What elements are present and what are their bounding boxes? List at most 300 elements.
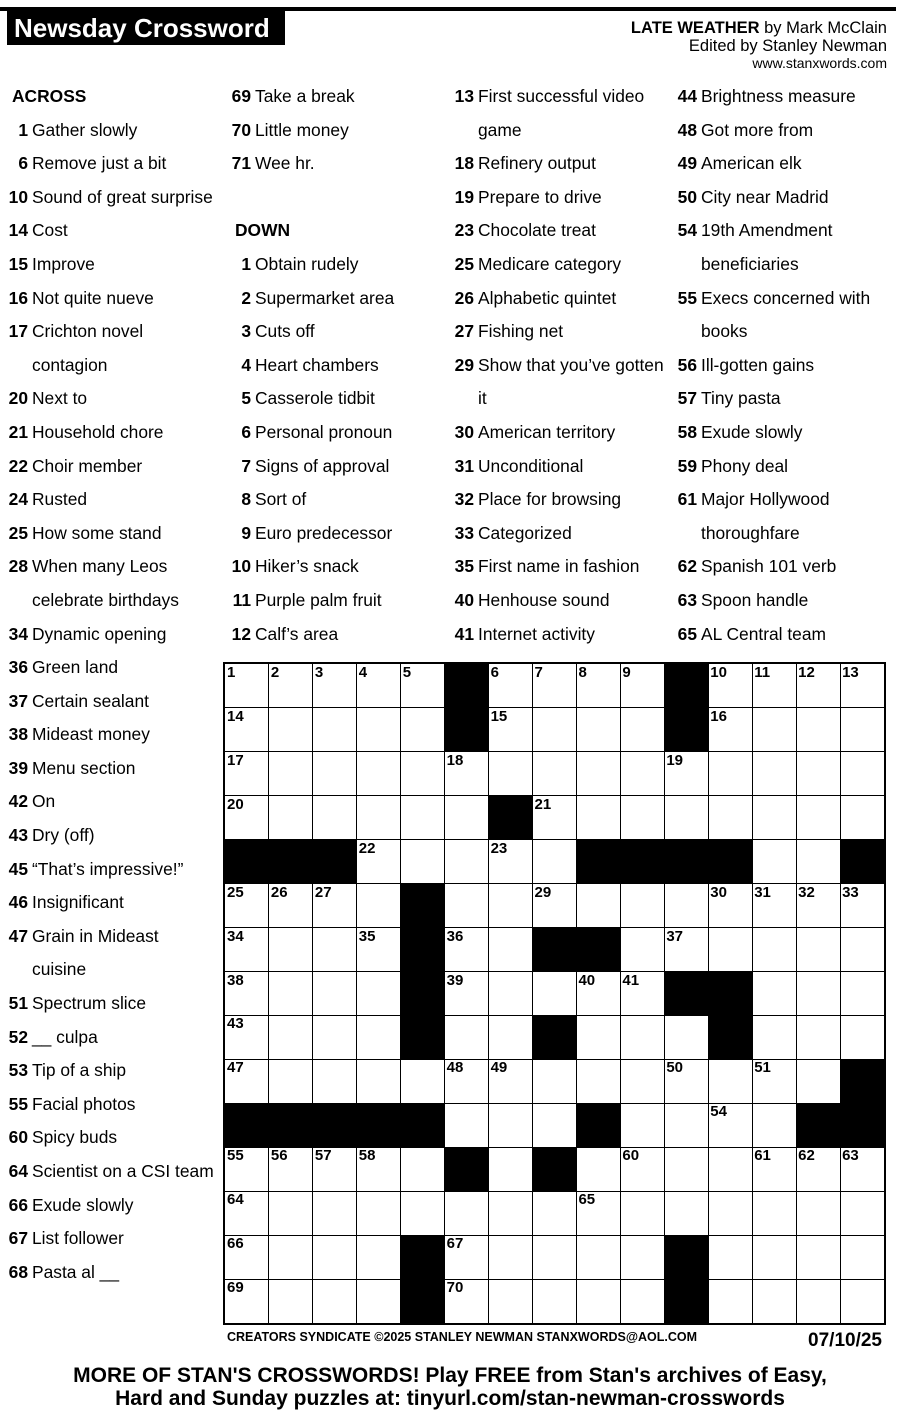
- grid-cell[interactable]: [269, 796, 313, 840]
- clue-number: 67: [8, 1228, 28, 1249]
- cell-number: 57: [314, 1147, 332, 1165]
- grid-cell[interactable]: [840, 928, 884, 972]
- grid-cell[interactable]: [533, 1059, 577, 1103]
- grid-cell[interactable]: [313, 708, 357, 752]
- clue-col3-27: [452, 315, 667, 349]
- grid-cell[interactable]: [576, 1235, 620, 1279]
- grid-cell[interactable]: [357, 796, 401, 840]
- grid-cell[interactable]: [313, 928, 357, 972]
- grid-cell[interactable]: [401, 708, 445, 752]
- grid-block: [401, 1235, 445, 1279]
- clue-number: 63: [677, 589, 697, 610]
- clue-number: 28: [8, 556, 28, 577]
- grid-cell[interactable]: [620, 796, 664, 840]
- clue-col3-26: [452, 282, 667, 316]
- grid-cell[interactable]: [708, 1147, 752, 1191]
- clue-col1-20: [6, 382, 221, 416]
- clue-col2_down-1: [229, 248, 444, 282]
- cell-number: 23: [490, 839, 508, 857]
- grid-cell[interactable]: [620, 884, 664, 928]
- clue-text: Cost: [32, 220, 68, 241]
- clue-text: Show that you’ve gotten it: [478, 354, 664, 409]
- grid-cell[interactable]: [708, 928, 752, 972]
- clue-number: 51: [8, 993, 28, 1014]
- grid-cell[interactable]: [401, 1147, 445, 1191]
- grid-cell[interactable]: [840, 1235, 884, 1279]
- grid-cell[interactable]: [752, 972, 796, 1016]
- grid-cell[interactable]: [708, 664, 752, 708]
- grid-block: [269, 1103, 313, 1147]
- grid-cell[interactable]: [357, 664, 401, 708]
- grid-cell[interactable]: [357, 972, 401, 1016]
- grid-cell[interactable]: [576, 708, 620, 752]
- clue-col1-51: [6, 987, 221, 1021]
- clue-col3-33: [452, 517, 667, 551]
- promo-line-2[interactable]: Hard and Sunday puzzles at: tinyurl.com/stan-newman-crosswords: [115, 1387, 785, 1410]
- cell-number: 21: [534, 795, 552, 813]
- cell-number: 26: [270, 883, 288, 901]
- clue-text: AL Central team: [701, 623, 827, 644]
- grid-cell[interactable]: [225, 1191, 269, 1235]
- grid-cell[interactable]: [225, 1147, 269, 1191]
- clue-number: 13: [454, 86, 474, 106]
- grid-cell[interactable]: [357, 1279, 401, 1323]
- grid-cell[interactable]: [313, 752, 357, 796]
- grid-cell[interactable]: [576, 1147, 620, 1191]
- cell-number: 47: [227, 1059, 244, 1077]
- grid-cell[interactable]: [357, 884, 401, 928]
- grid-block: [840, 1103, 884, 1147]
- clue-number: 36: [8, 657, 28, 678]
- clue-text: Ill-gotten gains: [701, 354, 815, 375]
- clue-col1-43: [6, 819, 221, 853]
- grid-cell[interactable]: [796, 1059, 840, 1103]
- grid-cell[interactable]: [576, 884, 620, 928]
- grid-block: [401, 1103, 445, 1147]
- grid-cell[interactable]: [313, 884, 357, 928]
- grid-cell[interactable]: [313, 1059, 357, 1103]
- clue-text: Henhouse sound: [478, 589, 610, 610]
- grid-cell[interactable]: [401, 752, 445, 796]
- clue-text: Obtain rudely: [255, 253, 359, 274]
- clue-text: Categorized: [478, 522, 572, 543]
- grid-cell[interactable]: [225, 752, 269, 796]
- grid-cell[interactable]: [401, 1059, 445, 1103]
- grid-block: [401, 928, 445, 972]
- grid-cell[interactable]: [269, 972, 313, 1016]
- grid-cell[interactable]: [752, 1235, 796, 1279]
- clue-col3-30: [452, 416, 667, 450]
- clue-number: 23: [454, 220, 474, 241]
- clue-number: 43: [8, 825, 28, 846]
- grid-cell[interactable]: [708, 752, 752, 796]
- grid-cell[interactable]: [840, 884, 884, 928]
- grid-cell[interactable]: [840, 1279, 884, 1323]
- grid-cell[interactable]: [620, 1015, 664, 1059]
- grid-cell[interactable]: [708, 796, 752, 840]
- grid-cell[interactable]: [489, 752, 533, 796]
- grid-cell[interactable]: [225, 1059, 269, 1103]
- grid-block: [533, 928, 577, 972]
- grid-cell[interactable]: [664, 884, 708, 928]
- clue-col1-53: [6, 1054, 221, 1088]
- grid-cell[interactable]: [445, 796, 489, 840]
- grid-cell[interactable]: [489, 840, 533, 884]
- grid-cell[interactable]: [576, 664, 620, 708]
- grid-cell[interactable]: [445, 972, 489, 1016]
- grid-cell[interactable]: [357, 1235, 401, 1279]
- grid-cell[interactable]: [840, 752, 884, 796]
- clue-text: Signs of approval: [255, 455, 390, 476]
- grid-cell[interactable]: [401, 1191, 445, 1235]
- clue-number: 3: [241, 321, 251, 342]
- grid-cell[interactable]: [489, 1147, 533, 1191]
- clue-text: Grain in Mideast cuisine: [32, 925, 159, 980]
- grid-cell[interactable]: [664, 1191, 708, 1235]
- grid-cell[interactable]: [269, 1147, 313, 1191]
- grid-cell[interactable]: [752, 796, 796, 840]
- clue-text: Place for browsing: [478, 489, 622, 510]
- grid-cell[interactable]: [796, 752, 840, 796]
- grid-cell[interactable]: [269, 752, 313, 796]
- clue-col3-41: [452, 618, 667, 652]
- grid-cell[interactable]: [796, 1235, 840, 1279]
- clue-number: 26: [454, 287, 474, 308]
- grid-cell[interactable]: [752, 1147, 796, 1191]
- grid-cell[interactable]: [269, 1235, 313, 1279]
- clue-text: Take a break: [255, 86, 355, 106]
- clue-col4-56: [675, 349, 890, 383]
- grid-cell[interactable]: [269, 928, 313, 972]
- clue-col2_across-70: [229, 114, 444, 148]
- grid-cell[interactable]: [708, 1059, 752, 1103]
- grid-cell[interactable]: [620, 1147, 664, 1191]
- grid-cell[interactable]: [752, 664, 796, 708]
- grid-cell[interactable]: [489, 1279, 533, 1323]
- clue-col2_down-8: [229, 483, 444, 517]
- grid-cell[interactable]: [269, 1015, 313, 1059]
- grid-cell[interactable]: [313, 972, 357, 1016]
- cell-number: 58: [358, 1147, 376, 1165]
- grid-cell[interactable]: [445, 1279, 489, 1323]
- grid-cell[interactable]: [840, 1147, 884, 1191]
- grid-cell[interactable]: [445, 1103, 489, 1147]
- spacer: [229, 181, 444, 215]
- grid-cell[interactable]: [796, 840, 840, 884]
- byline: [631, 19, 887, 71]
- clue-col1-17: [6, 315, 221, 382]
- clue-text: City near Madrid: [701, 186, 829, 207]
- grid-cell[interactable]: [357, 1191, 401, 1235]
- clue-text: Euro predecessor: [255, 522, 393, 543]
- grid-block: [313, 1103, 357, 1147]
- clue-text: Fishing net: [478, 321, 564, 342]
- grid-cell[interactable]: [840, 1015, 884, 1059]
- grid-cell[interactable]: [357, 1059, 401, 1103]
- grid-cell[interactable]: [533, 708, 577, 752]
- grid-cell[interactable]: [269, 884, 313, 928]
- clue-text: Prepare to drive: [478, 186, 602, 207]
- clue-col1-66: [6, 1189, 221, 1223]
- grid-cell[interactable]: [840, 664, 884, 708]
- grid-cell[interactable]: [796, 796, 840, 840]
- cell-number: 29: [534, 883, 552, 901]
- grid-cell[interactable]: [445, 928, 489, 972]
- grid-block: [708, 972, 752, 1016]
- grid-cell[interactable]: [269, 664, 313, 708]
- clue-col1-1: [6, 114, 221, 148]
- grid-cell[interactable]: [752, 1059, 796, 1103]
- grid-cell[interactable]: [313, 796, 357, 840]
- grid-cell[interactable]: [576, 972, 620, 1016]
- grid-cell[interactable]: [620, 664, 664, 708]
- grid-cell[interactable]: [533, 840, 577, 884]
- clue-number: 30: [454, 421, 474, 442]
- grid-cell[interactable]: [489, 1059, 533, 1103]
- grid-cell[interactable]: [357, 1015, 401, 1059]
- clue-number: 25: [8, 522, 28, 543]
- grid-block: [664, 1279, 708, 1323]
- grid-cell[interactable]: [664, 1103, 708, 1147]
- grid-cell[interactable]: [620, 928, 664, 972]
- grid-cell[interactable]: [533, 1191, 577, 1235]
- grid-cell[interactable]: [225, 928, 269, 972]
- clue-col1-34: [6, 618, 221, 652]
- grid-cell[interactable]: [752, 708, 796, 752]
- grid-cell[interactable]: [225, 1279, 269, 1323]
- clue-number: 41: [454, 623, 474, 644]
- grid-cell[interactable]: [225, 708, 269, 752]
- grid-cell[interactable]: [533, 1235, 577, 1279]
- grid-cell[interactable]: [489, 884, 533, 928]
- clue-col1-38: [6, 718, 221, 752]
- grid-cell[interactable]: [533, 1279, 577, 1323]
- grid-cell[interactable]: [533, 664, 577, 708]
- grid-cell[interactable]: [620, 752, 664, 796]
- grid-cell[interactable]: [225, 1235, 269, 1279]
- grid-cell[interactable]: [401, 664, 445, 708]
- grid-cell[interactable]: [840, 972, 884, 1016]
- clue-number: 14: [8, 220, 28, 241]
- clue-text: Supermarket area: [255, 287, 395, 308]
- grid-cell[interactable]: [576, 1015, 620, 1059]
- clue-number: 55: [8, 1093, 28, 1114]
- grid-cell[interactable]: [313, 1235, 357, 1279]
- grid-cell[interactable]: [445, 1191, 489, 1235]
- clue-text: Spanish 101 verb: [701, 556, 837, 577]
- grid-cell[interactable]: [620, 1191, 664, 1235]
- grid-cell[interactable]: [752, 1015, 796, 1059]
- grid-cell[interactable]: [796, 972, 840, 1016]
- grid-cell[interactable]: [225, 884, 269, 928]
- cell-number: 48: [446, 1059, 464, 1077]
- grid-cell[interactable]: [796, 708, 840, 752]
- grid-cell[interactable]: [269, 708, 313, 752]
- grid-cell[interactable]: [401, 796, 445, 840]
- grid-cell[interactable]: [664, 1147, 708, 1191]
- grid-cell[interactable]: [225, 972, 269, 1016]
- clue-text: List follower: [32, 1228, 124, 1249]
- grid-cell[interactable]: [489, 1191, 533, 1235]
- grid-cell[interactable]: [796, 664, 840, 708]
- grid-cell[interactable]: [664, 1015, 708, 1059]
- grid-cell[interactable]: [796, 1191, 840, 1235]
- grid-cell[interactable]: [752, 1103, 796, 1147]
- grid-cell[interactable]: [445, 1015, 489, 1059]
- grid-cell[interactable]: [620, 708, 664, 752]
- grid-cell[interactable]: [445, 752, 489, 796]
- clue-text: Alphabetic quintet: [478, 287, 617, 308]
- clue-text: When many Leos celebrate birthdays: [32, 556, 179, 610]
- website-link[interactable]: www.stanxwords.com: [752, 55, 887, 71]
- cell-number: 63: [842, 1147, 859, 1165]
- grid-cell[interactable]: [357, 752, 401, 796]
- grid-cell[interactable]: [357, 708, 401, 752]
- clue-number: 44: [677, 86, 697, 106]
- grid-cell[interactable]: [576, 1279, 620, 1323]
- grid-cell[interactable]: [620, 1279, 664, 1323]
- cell-number: 66: [227, 1235, 244, 1253]
- clue-col4-62: [675, 550, 890, 584]
- grid-cell[interactable]: [796, 884, 840, 928]
- grid-cell[interactable]: [840, 1191, 884, 1235]
- grid-cell[interactable]: [752, 752, 796, 796]
- grid-cell[interactable]: [796, 1015, 840, 1059]
- grid-cell[interactable]: [489, 928, 533, 972]
- clue-col4-44: [675, 80, 890, 114]
- grid-cell[interactable]: [445, 1235, 489, 1279]
- cell-number: 60: [622, 1147, 640, 1165]
- grid-cell[interactable]: [664, 752, 708, 796]
- grid-cell[interactable]: [269, 1059, 313, 1103]
- clue-col2_down-6: [229, 416, 444, 450]
- grid-cell[interactable]: [620, 1103, 664, 1147]
- grid-cell[interactable]: [708, 1191, 752, 1235]
- grid-cell[interactable]: [664, 1059, 708, 1103]
- grid-cell[interactable]: [445, 1059, 489, 1103]
- grid-cell[interactable]: [752, 840, 796, 884]
- clue-number: 32: [454, 489, 474, 510]
- grid-cell[interactable]: [708, 1279, 752, 1323]
- clue-text: Rusted: [32, 489, 88, 510]
- clue-text: Green land: [32, 657, 119, 678]
- grid-cell[interactable]: [489, 664, 533, 708]
- clue-column-2: [229, 80, 444, 651]
- clue-number: 8: [241, 489, 251, 510]
- grid-cell[interactable]: [620, 972, 664, 1016]
- grid-cell[interactable]: [225, 1015, 269, 1059]
- cell-number: 31: [754, 883, 771, 901]
- grid-cell[interactable]: [357, 840, 401, 884]
- clue-text: First name in fashion: [478, 556, 640, 577]
- grid-cell[interactable]: [489, 708, 533, 752]
- grid-cell[interactable]: [796, 928, 840, 972]
- grid-cell[interactable]: [620, 1059, 664, 1103]
- grid-cell[interactable]: [708, 884, 752, 928]
- grid-cell[interactable]: [357, 928, 401, 972]
- clue-col1-46: [6, 886, 221, 920]
- grid-cell[interactable]: [620, 1235, 664, 1279]
- grid-cell[interactable]: [664, 796, 708, 840]
- clue-col1-22: [6, 450, 221, 484]
- cell-number: 20: [227, 795, 244, 813]
- grid-cell[interactable]: [225, 664, 269, 708]
- grid-cell[interactable]: [269, 1279, 313, 1323]
- grid-cell[interactable]: [533, 1103, 577, 1147]
- clue-col2_down-5: [229, 382, 444, 416]
- grid-cell[interactable]: [576, 752, 620, 796]
- grid-cell[interactable]: [357, 1147, 401, 1191]
- grid-cell[interactable]: [313, 1191, 357, 1235]
- grid-cell[interactable]: [489, 1103, 533, 1147]
- grid-cell[interactable]: [576, 1059, 620, 1103]
- grid-cell[interactable]: [313, 664, 357, 708]
- clue-col1-60: [6, 1121, 221, 1155]
- grid-cell[interactable]: [576, 796, 620, 840]
- grid-cell[interactable]: [489, 1235, 533, 1279]
- clue-col1-52: [6, 1021, 221, 1055]
- grid-cell[interactable]: [708, 708, 752, 752]
- clue-col1-47: [6, 920, 221, 987]
- clue-col3-31: [452, 450, 667, 484]
- grid-cell[interactable]: [269, 1191, 313, 1235]
- puzzle-title: LATE WEATHER: [630, 19, 760, 37]
- grid-cell[interactable]: [840, 796, 884, 840]
- clue-text: Medicare category: [478, 253, 622, 274]
- grid-cell[interactable]: [445, 840, 489, 884]
- grid-cell[interactable]: [796, 1279, 840, 1323]
- cell-number: 40: [578, 971, 596, 989]
- grid-cell[interactable]: [533, 972, 577, 1016]
- clue-text: Calf’s area: [255, 623, 339, 644]
- grid-cell[interactable]: [708, 1235, 752, 1279]
- grid-cell[interactable]: [840, 708, 884, 752]
- clue-number: 7: [241, 455, 251, 476]
- grid-cell[interactable]: [664, 928, 708, 972]
- clue-text: Menu section: [32, 757, 136, 778]
- grid-cell[interactable]: [576, 1191, 620, 1235]
- clue-number: 38: [8, 724, 28, 745]
- grid-cell[interactable]: [533, 884, 577, 928]
- clue-col4-65: [675, 618, 890, 652]
- grid-block: [708, 840, 752, 884]
- clue-col4-58: [675, 416, 890, 450]
- grid-cell[interactable]: [313, 1147, 357, 1191]
- grid-cell[interactable]: [752, 928, 796, 972]
- clue-number: 46: [8, 892, 28, 913]
- cell-number: 38: [227, 971, 244, 989]
- grid-cell[interactable]: [401, 840, 445, 884]
- clue-number: 69: [231, 86, 251, 106]
- grid-cell[interactable]: [313, 1279, 357, 1323]
- grid-cell[interactable]: [225, 796, 269, 840]
- grid-cell[interactable]: [489, 972, 533, 1016]
- grid-cell[interactable]: [796, 1147, 840, 1191]
- grid-cell[interactable]: [313, 1015, 357, 1059]
- grid-cell[interactable]: [752, 1279, 796, 1323]
- grid-cell[interactable]: [489, 1015, 533, 1059]
- cell-number: 36: [446, 927, 464, 945]
- grid-cell[interactable]: [533, 752, 577, 796]
- clue-column-3: [452, 80, 667, 651]
- clue-text: Facial photos: [32, 1093, 136, 1114]
- grid-cell[interactable]: [708, 1103, 752, 1147]
- grid-cell[interactable]: [752, 884, 796, 928]
- grid-block: [576, 1103, 620, 1147]
- grid-cell[interactable]: [445, 884, 489, 928]
- grid-cell[interactable]: [533, 796, 577, 840]
- grid-cell[interactable]: [752, 1191, 796, 1235]
